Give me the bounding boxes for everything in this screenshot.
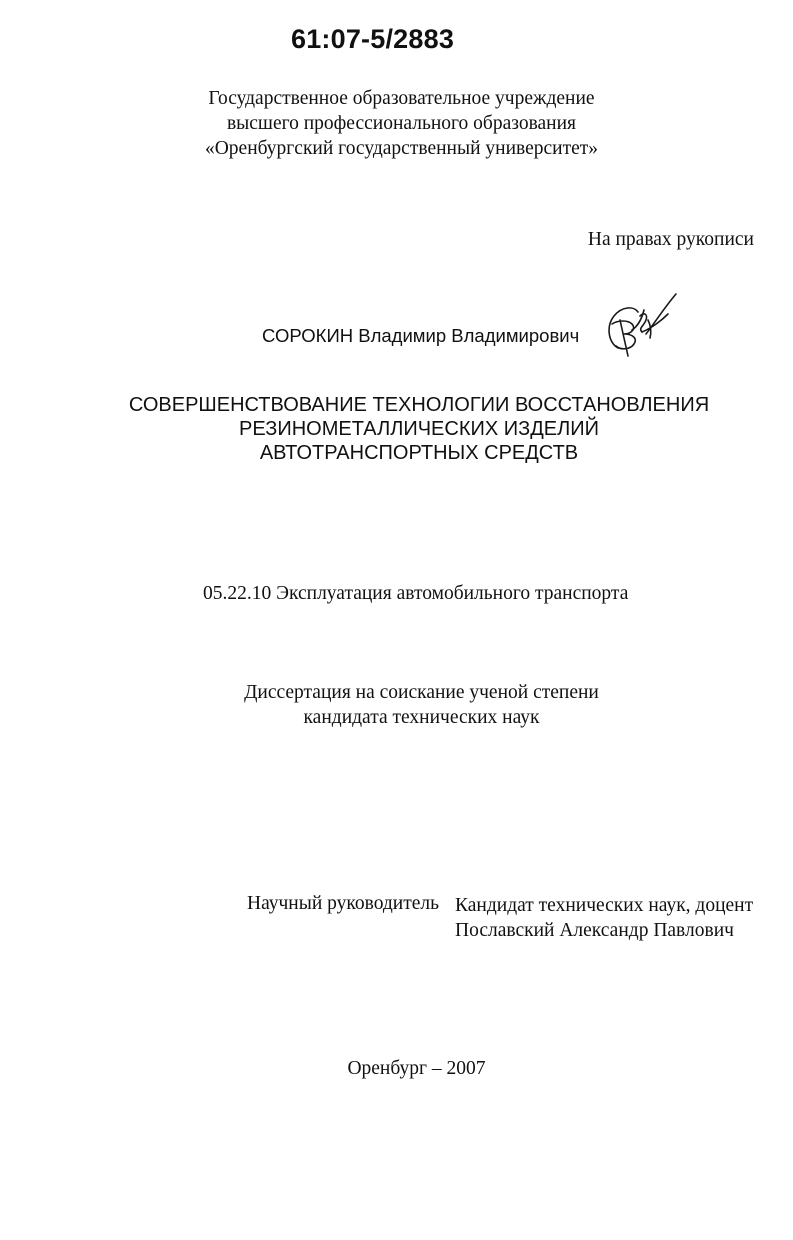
title-line-2: РЕЗИНОМЕТАЛЛИЧЕСКИХ ИЗДЕЛИЙ — [239, 418, 599, 440]
title-line-1: СОВЕРШЕНСТВОВАНИЕ ТЕХНОЛОГИИ ВОССТАНОВЛЕНИЯ — [128, 394, 710, 416]
degree-line-2: кандидата технических наук — [303, 707, 540, 728]
supervisor-degree: Кандидат технических наук, доцент — [455, 895, 754, 916]
specialty-code: 05.22.10 Эксплуатация автомобильного транспорта — [203, 583, 629, 604]
supervisor-name: Пославский Александр Павлович — [455, 920, 734, 941]
dissertation-title — [0, 393, 793, 465]
institution-line-3: «Оренбургский государственный университет» — [204, 138, 599, 159]
degree-statement — [0, 680, 793, 730]
rights-notice: На правах рукописи — [587, 229, 754, 250]
institution-line-2: высшего профессионального образования — [226, 113, 577, 134]
supervisor-details — [455, 893, 753, 943]
signature-icon — [598, 290, 688, 362]
institution-line-1: Государственное образовательное учреждение — [208, 88, 595, 109]
author-name: СОРОКИН Владимир Владимирович — [262, 325, 580, 346]
supervisor-label: Научный руководитель — [247, 893, 440, 914]
catalog-number: 61:07-5/2883 — [291, 24, 455, 54]
institution-header — [0, 86, 793, 161]
city-year: Оренбург – 2007 — [347, 1058, 486, 1079]
degree-line-1: Диссертация на соискание ученой степени — [244, 682, 599, 703]
title-line-3: АВТОТРАНСПОРТНЫХ СРЕДСТВ — [259, 442, 579, 464]
